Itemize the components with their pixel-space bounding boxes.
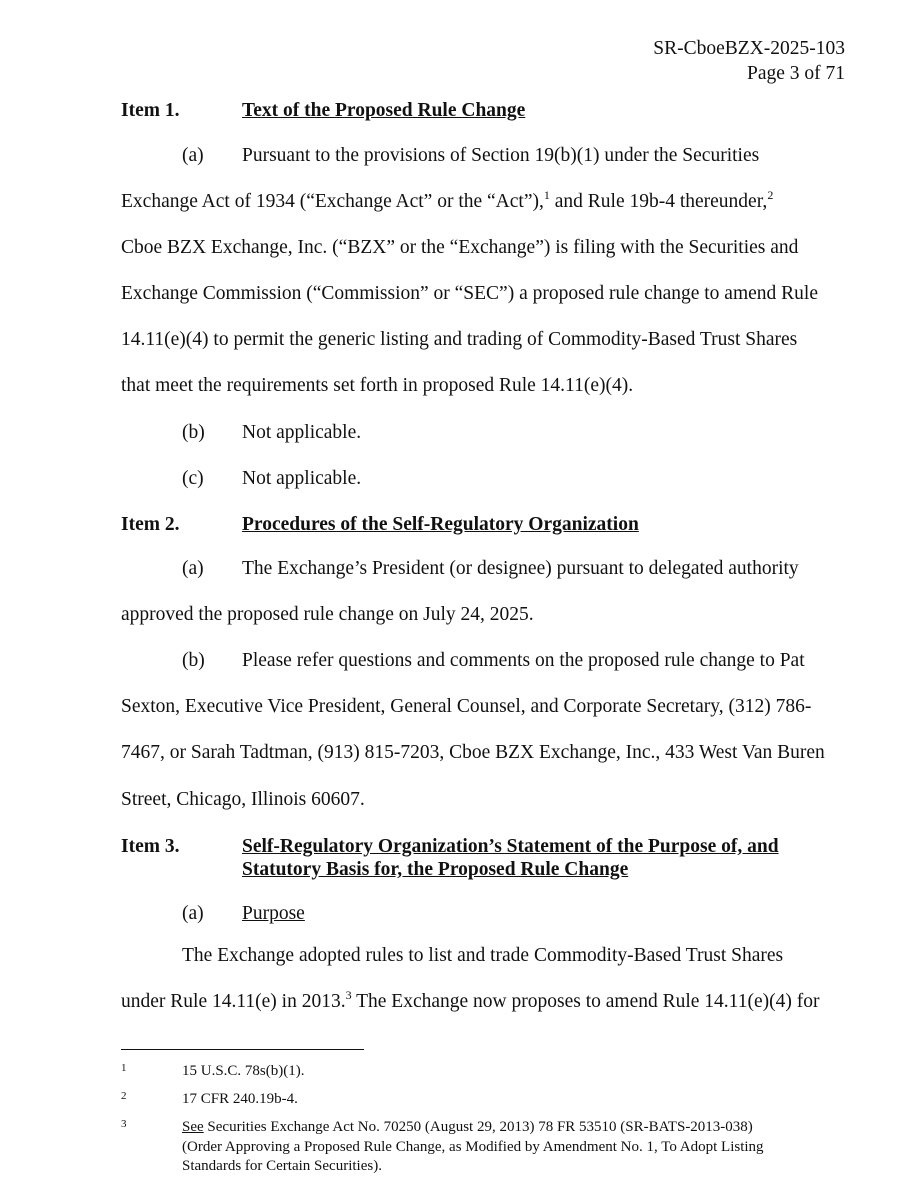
item-1-a-line-4: Exchange Commission (“Commission” or “SEC”) a proposed rule change to amend Rule (121, 283, 818, 304)
footnote-3-line-3: Standards for Certain Securities). (182, 1158, 382, 1174)
item-3-title-line-2: Statutory Basis for, the Proposed Rule Change (242, 859, 629, 880)
item-1-title: Text of the Proposed Rule Change (242, 100, 526, 121)
item-3-number: Item 3. (121, 836, 180, 857)
item-2-number: Item 2. (121, 514, 180, 535)
footnote-ref-2[interactable]: 2 (767, 188, 774, 202)
item-1-a-line-6: that meet the requirements set forth in proposed Rule 14.11(e)(4). (121, 375, 634, 396)
item-1-c-label: (c) (182, 468, 204, 489)
footnote-3-number: 3 (121, 1118, 127, 1130)
item-2-b-line-2: Sexton, Executive Vice President, General Counsel, and Corporate Secretary, (312) 786- (121, 696, 812, 717)
footnote-separator (121, 1049, 364, 1050)
item-1-number: Item 1. (121, 100, 180, 121)
item-1-b-text: Not applicable. (242, 422, 362, 443)
item-1-a-line-2: Exchange Act of 1934 (“Exchange Act” or the “Act”),$^1$ and Rule 19b-4 thereunder,$^2$ (121, 188, 774, 212)
footnote-1-text: 15 U.S.C. 78s(b)(1). (182, 1063, 305, 1079)
item-2-b-label: (b) (182, 650, 205, 671)
footnote-2-number: 2 (121, 1090, 127, 1102)
item-1-a-line-3: Cboe BZX Exchange, Inc. (“BZX” or the “Exchange”) is filing with the Securities and (121, 237, 799, 258)
item-1-a-line-5: 14.11(e)(4) to permit the generic listing and trading of Commodity-Based Trust Shares (121, 329, 798, 350)
item-2-title: Procedures of the Self-Regulatory Organization (242, 514, 639, 535)
item-3-line-1: The Exchange adopted rules to list and trade Commodity-Based Trust Shares (182, 945, 784, 966)
item-1-c-text: Not applicable. (242, 468, 362, 489)
item-2-b-line-1: Please refer questions and comments on the proposed rule change to Pat (242, 650, 805, 671)
item-2-b-line-4: Street, Chicago, Illinois 60607. (121, 789, 365, 810)
footnote-3-line-2: (Order Approving a Proposed Rule Change, as Modified by Amendment No. 1, To Adopt Listing (182, 1139, 764, 1155)
footnote-3-line-1: See Securities Exchange Act No. 70250 (August 29, 2013) 78 FR 53510 (SR-BATS-2013-038) (182, 1119, 753, 1135)
item-2-b-line-3: 7467, or Sarah Tadtman, (913) 815-7203, Cboe BZX Exchange, Inc., 433 West Van Buren (121, 742, 825, 763)
item-3-line-2: under Rule 14.11(e) in 2013.$^3$ The Exchange now proposes to amend Rule 14.11(e)(4) for (121, 988, 820, 1012)
footnote-ref-3[interactable]: 3 (345, 988, 352, 1002)
footnote-2-text: 17 CFR 240.19b-4. (182, 1091, 298, 1107)
item-1-b-label: (b) (182, 422, 205, 443)
footnote-1-number: 1 (121, 1062, 127, 1074)
item-1-a-line-1: Pursuant to the provisions of Section 19(b)(1) under the Securities (242, 145, 760, 166)
page-number: Page 3 of 71 (746, 63, 845, 84)
footnote-ref-1[interactable]: 1 (543, 188, 550, 202)
item-3-title-line-1: Self-Regulatory Organization’s Statement of the Purpose of, and (242, 836, 779, 857)
item-2-a-line-2: approved the proposed rule change on July 24, 2025. (121, 604, 534, 625)
item-1-a-label: (a) (182, 145, 204, 166)
item-3-a-label: (a) (182, 903, 204, 924)
item-2-a-label: (a) (182, 558, 204, 579)
purpose-heading: Purpose (242, 903, 305, 924)
see-signal: See (182, 1119, 204, 1135)
document-id: SR-CboeBZX-2025-103 (653, 38, 845, 59)
item-2-a-line-1: The Exchange’s President (or designee) pursuant to delegated authority (242, 558, 799, 579)
